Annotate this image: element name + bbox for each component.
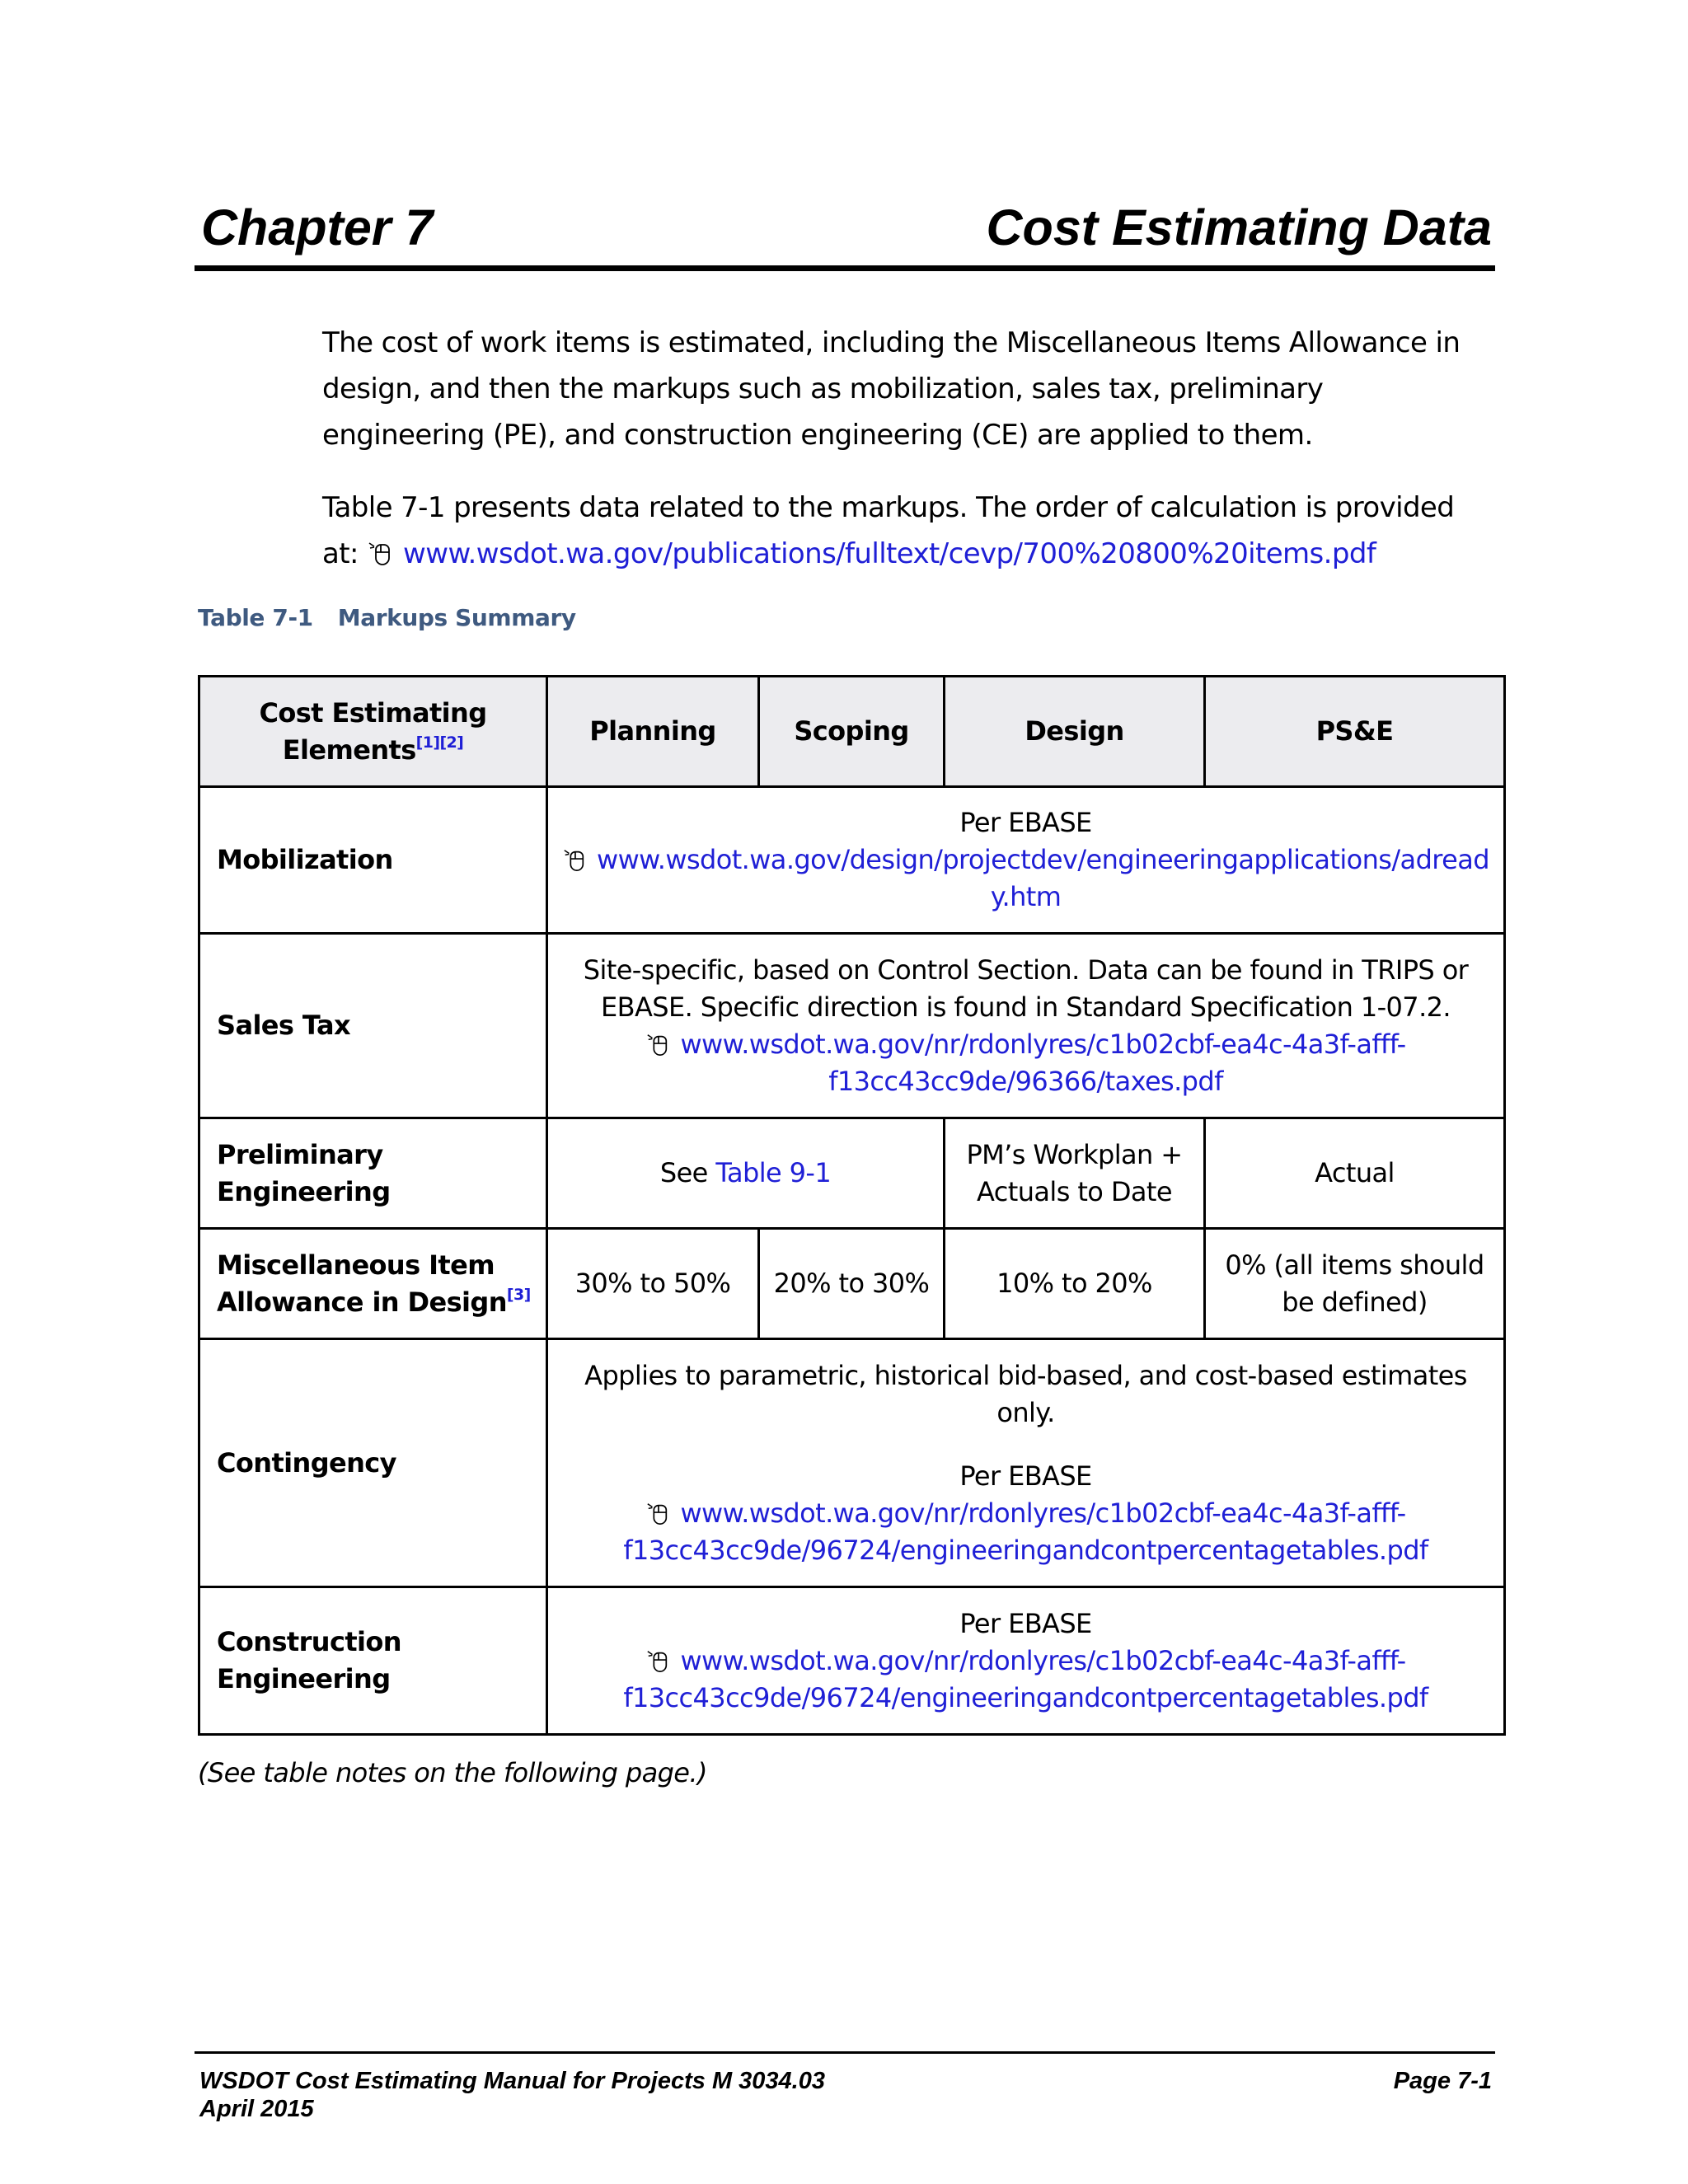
table-row-contingency xyxy=(199,1339,1505,1587)
intro-paragraph-2 xyxy=(322,485,1493,577)
intro-paragraph-1-text: The cost of work items is estimated, including the Miscellaneous Items Allowance in design, and then the markups such as mobilization, sales tax, preliminary engineering (PE), and construction engineering (CE) are applied to them. xyxy=(322,326,1461,452)
table-row-misc-allowance xyxy=(199,1229,1505,1339)
row-label-preliminary-engineering: Preliminary Engineering xyxy=(199,1118,547,1229)
mobilization-link[interactable]: www.wsdot.wa.gov/design/projectdev/engineeringapplications/adready.htm xyxy=(597,844,1489,912)
row-label-misc-allowance: Miscellaneous Item Allowance in Design[3] xyxy=(199,1229,547,1339)
misc-pse-cell: 0% (all items should be defined) xyxy=(1205,1229,1505,1339)
order-of-calculation-link[interactable]: www.wsdot.wa.gov/publications/fulltext/cevp/700%20800%20items.pdf xyxy=(403,537,1376,570)
misc-design-cell: 10% to 20% xyxy=(945,1229,1205,1339)
header-planning: Planning xyxy=(547,677,759,787)
contingency-cell xyxy=(547,1339,1505,1587)
footer-manual-title: WSDOT Cost Estimating Manual for Projects M 3034.03 xyxy=(199,2068,825,2094)
mouse-pointer-icon xyxy=(645,1501,670,1526)
pe-design-cell: PM’s Workplan + Actuals to Date xyxy=(945,1118,1205,1229)
pe-pse-cell: Actual xyxy=(1205,1118,1505,1229)
table-caption xyxy=(198,604,576,631)
row-label-contingency: Contingency xyxy=(199,1339,547,1587)
row-label-sales-tax: Sales Tax xyxy=(199,934,547,1118)
sales-tax-link-line-1[interactable]: www.wsdot.wa.gov/nr/rdonlyres/c1b02cbf-ea4c-4a3f-afff- xyxy=(680,1028,1406,1060)
header-cost-estimating-elements: Cost Estimating Elements[1][2] xyxy=(199,677,547,787)
ce-link-line-2[interactable]: f13cc43cc9de/96724/engineeringandcontpercentagetables.pdf xyxy=(623,1681,1428,1713)
header-scoping: Scoping xyxy=(759,677,945,787)
table-caption-number: Table 7-1 xyxy=(198,604,313,631)
misc-planning-cell: 30% to 50% xyxy=(547,1229,759,1339)
chapter-number: Chapter 7 xyxy=(201,199,434,255)
contingency-per-ebase: Per EBASE xyxy=(959,1460,1092,1492)
mobilization-text: Per EBASE xyxy=(959,807,1092,838)
footnote-ref-3[interactable]: [3] xyxy=(506,1285,531,1304)
table-notes-pointer: (See table notes on the following page.) xyxy=(198,1757,707,1788)
pe-planning-scoping-cell xyxy=(547,1118,945,1229)
contingency-text: Applies to parametric, historical bid-based, and cost-based estimates only. xyxy=(584,1359,1467,1428)
mobilization-cell xyxy=(547,787,1505,934)
sales-tax-cell xyxy=(547,934,1505,1118)
header-rule xyxy=(195,265,1495,271)
table-row-construction-engineering xyxy=(199,1587,1505,1735)
table-caption-title: Markups Summary xyxy=(337,604,576,631)
table-row-preliminary-engineering xyxy=(199,1118,1505,1229)
contingency-link-line-2[interactable]: f13cc43cc9de/96724/engineeringandcontpercentagetables.pdf xyxy=(623,1534,1428,1566)
intro-paragraph-1 xyxy=(322,320,1493,458)
mouse-pointer-icon xyxy=(562,847,587,872)
pe-see-text: See xyxy=(659,1157,708,1188)
mouse-pointer-icon xyxy=(645,1032,670,1057)
mouse-pointer-icon xyxy=(645,1648,670,1673)
construction-engineering-cell xyxy=(547,1587,1505,1735)
table-row-mobilization xyxy=(199,787,1505,934)
markups-summary-table xyxy=(198,675,1506,1736)
sales-tax-link-line-2[interactable]: f13cc43cc9de/96366/taxes.pdf xyxy=(828,1065,1223,1097)
mouse-pointer-icon xyxy=(367,540,393,566)
table-9-1-link[interactable]: Table 9-1 xyxy=(715,1157,832,1188)
contingency-link-line-1[interactable]: www.wsdot.wa.gov/nr/rdonlyres/c1b02cbf-ea4c-4a3f-afff- xyxy=(680,1497,1406,1529)
table-row-sales-tax xyxy=(199,934,1505,1118)
footer-rule xyxy=(195,2051,1495,2054)
footnote-refs-1-2[interactable]: [1][2] xyxy=(415,733,464,752)
header-pse: PS&E xyxy=(1205,677,1505,787)
table-header-row xyxy=(199,677,1505,787)
chapter-title: Cost Estimating Data xyxy=(986,199,1492,255)
chapter-header xyxy=(198,194,1492,274)
row-label-construction-engineering: Construction Engineering xyxy=(199,1587,547,1735)
ce-link-line-1[interactable]: www.wsdot.wa.gov/nr/rdonlyres/c1b02cbf-ea4c-4a3f-afff- xyxy=(680,1644,1406,1676)
intro-paragraph-2-text: Table 7-1 presents data related to the markups. The order of calculation is provided at: xyxy=(322,491,1455,570)
row-label-mobilization: Mobilization xyxy=(199,787,547,934)
footer-date: April 2015 xyxy=(199,2096,314,2122)
header-design: Design xyxy=(945,677,1205,787)
sales-tax-text: Site-specific, based on Control Section. Data can be found in TRIPS or EBASE. Specific direction is found in Standard Specification 1-07.2. xyxy=(583,954,1469,1023)
misc-scoping-cell: 20% to 30% xyxy=(759,1229,945,1339)
ce-per-ebase: Per EBASE xyxy=(959,1607,1092,1639)
footer-page-number: Page 7-1 xyxy=(1393,2068,1492,2094)
